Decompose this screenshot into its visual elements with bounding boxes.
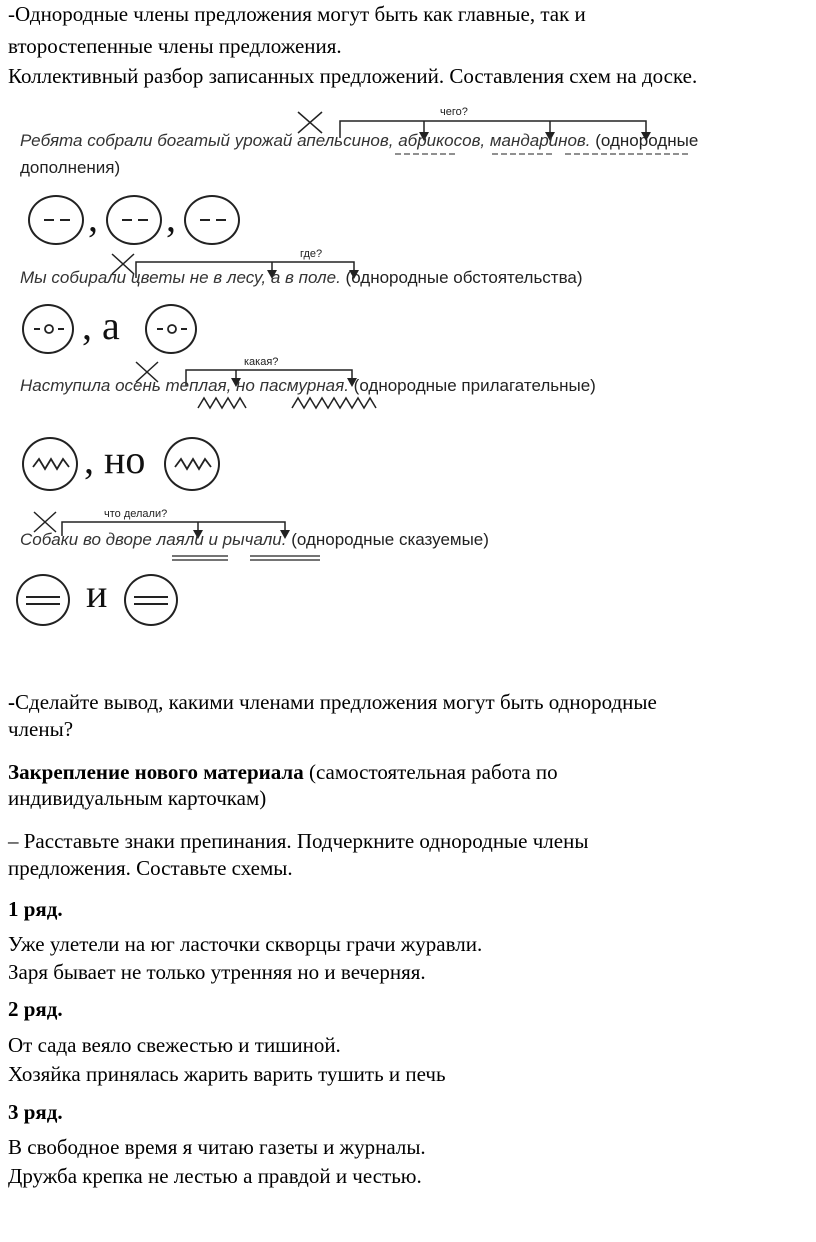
task-line-2: предложения. Составьте схемы. <box>8 856 293 880</box>
conclusion-line-2: члены? <box>8 717 74 741</box>
schema-separator: и <box>86 571 108 616</box>
conclusion-line-1 <box>8 690 657 715</box>
schema-circle-predicate <box>124 574 178 626</box>
row-1-line-1: Уже улетели на юг ласточки скворцы грачи журавли. <box>8 932 483 956</box>
row-1-line-2: Заря бывает не только утренняя но и вечерняя. <box>8 960 426 984</box>
reinforce-rest: (самостоятельная работа по <box>303 760 558 784</box>
row-3-line-1: В свободное время я читаю газеты и журналы. <box>8 1135 426 1159</box>
schema-circle-predicate <box>16 574 70 626</box>
intro-line-3: Коллективный разбор записанных предложений. Составления схем на доске. <box>8 64 698 88</box>
example-1-note: (однородные <box>595 131 699 150</box>
example-2-note: (однородные обстоятельства) <box>345 268 583 287</box>
reinforce-line-1 <box>8 760 558 785</box>
schema-separator: , <box>166 195 176 240</box>
row-1-title: 1 ряд. <box>8 897 63 921</box>
conclusion-dash: - <box>8 690 15 714</box>
example-4-sentence: Собаки во дворе лаяли и рычали. <box>20 530 287 549</box>
row-2-title: 2 ряд. <box>8 997 63 1021</box>
example-4-question: что делали? <box>104 508 168 520</box>
example-1-question: чего? <box>440 106 468 118</box>
row-3-title: 3 ряд. <box>8 1100 63 1124</box>
row-2-line-2: Хозяйка принялась жарить варить тушить и печь <box>8 1062 446 1086</box>
example-1-sentence: Ребята собрали богатый урожай апельсинов, абрикосов, мандаринов. <box>20 131 591 150</box>
example-3-note: (однородные прилагательные) <box>353 376 596 395</box>
intro-line-2: второстепенные члены предложения. <box>8 34 342 58</box>
example-4-sentence-line <box>20 530 489 550</box>
example-3-sentence: Наступила осень теплая, но пасмурная. <box>20 376 349 395</box>
example-2-question: где? <box>300 248 323 260</box>
row-2-line-1: От сада веяло свежестью и тишиной. <box>8 1033 341 1057</box>
row-3-line-2: Дружба крепка не лестью а правдой и честью. <box>8 1164 422 1188</box>
conclusion-question: Сделайте вывод, какими членами предложения могут быть однородные <box>15 690 657 714</box>
intro-line-1: -Однородные члены предложения могут быть как главные, так и <box>8 2 586 26</box>
reinforce-title: Закрепление нового материала <box>8 760 304 784</box>
schema-separator: , но <box>84 437 146 482</box>
example-3-question: какая? <box>244 356 279 368</box>
schema-separator: , а <box>82 303 120 348</box>
task-line-1: – Расставьте знаки препинания. Подчеркните однородные члены <box>8 829 589 853</box>
reinforce-line-2: индивидуальным карточкам) <box>8 786 267 810</box>
schema-separator: , <box>88 195 98 240</box>
example-4-note: (однородные сказуемые) <box>291 530 489 549</box>
example-2-sentence: Мы собирали цветы не в лесу, а в поле. <box>20 268 341 287</box>
example-1-note-2: дополнения) <box>20 158 121 177</box>
